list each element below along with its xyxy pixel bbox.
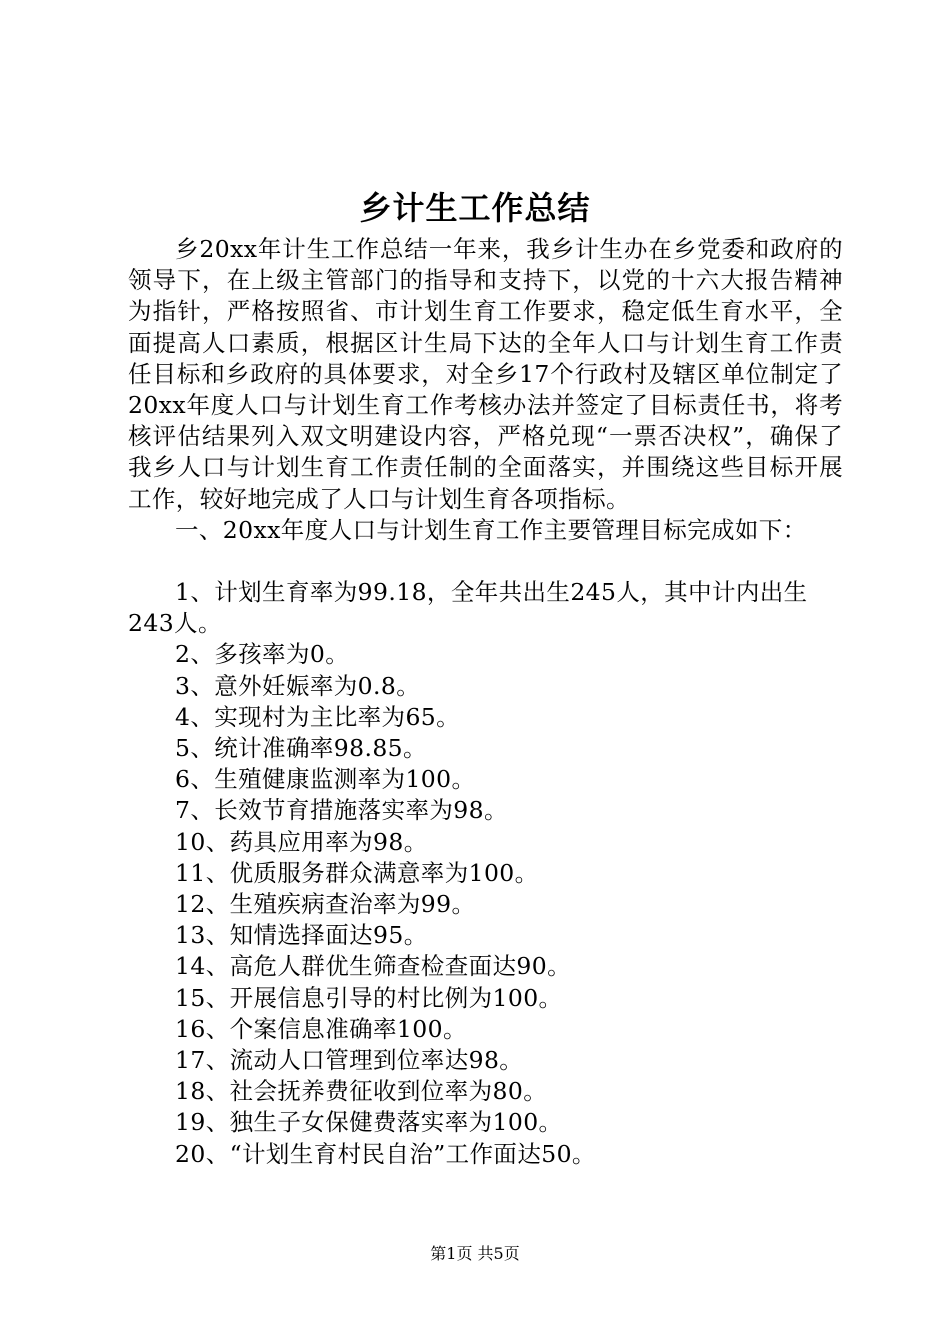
list-item: 11、优质服务群众满意率为100。 [175,858,539,887]
list-item: 19、独生子女保健费落实率为100。 [175,1108,563,1137]
list-item: 13、知情选择面达95。 [175,921,428,950]
list-item: 1、计划生育率为99.18，全年共出生245人，其中计内出生243人。 [128,578,808,638]
list-item: 18、社会抚养费征收到位率为80。 [175,1077,548,1106]
list-item: 6、生殖健康监测率为100。 [175,765,476,794]
list-item: 12、生殖疾病查治率为99。 [175,890,476,919]
list-item: 5、统计准确率98.85。 [175,734,427,763]
intro-paragraph: 乡20xx年计生工作总结一年来，我乡计生办在乡党委和政府的领导下，在上级主管部门的指导和支持下，以党的十六大报告精神为指针，严格按照省、市计划生育工作要求，稳定低生育水平，全面提高人口素质，根据区计生局下达的全年人口与计划生育工作责任目标和乡政府的具体要求，对全乡17个行政村及辖区单位制定了20xx年度人口与计划生育工作考核办法并签定了目标责任书，将考核评估结果列入双文明建设内容，严格兑现“一票否决权”，确保了我乡人口与计划生育工作责任制的全面落实，并围绕这些目标开展工作，较好地完成了人口与计划生育各项指标。 [128,235,843,513]
list-item: 10、药具应用率为98。 [175,827,428,856]
list-item: 4、实现村为主比率为65。 [175,702,461,731]
document-title: 乡计生工作总结 [359,189,591,227]
list-item: 14、高危人群优生筛查检查面达90。 [175,952,572,981]
list-item: 15、开展信息引导的村比例为100。 [175,983,563,1012]
list-item: 16、个案信息准确率100。 [175,1014,467,1043]
section-heading: 一、20xx年度人口与计划生育工作主要管理目标完成如下： [175,515,807,544]
list-item: 3、意外妊娠率为0.8。 [175,671,421,700]
list-item: 7、长效节育措施落实率为98。 [175,796,508,825]
target-list [128,577,843,1170]
page-indicator: 第1页 共5页 [430,1244,520,1263]
document-body [128,234,843,1170]
list-item: 17、流动人口管理到位率达98。 [175,1046,524,1075]
list-item: 2、多孩率为0。 [175,640,350,669]
list-item: 20、“计划生育村民自治”工作面达50。 [175,1139,596,1168]
